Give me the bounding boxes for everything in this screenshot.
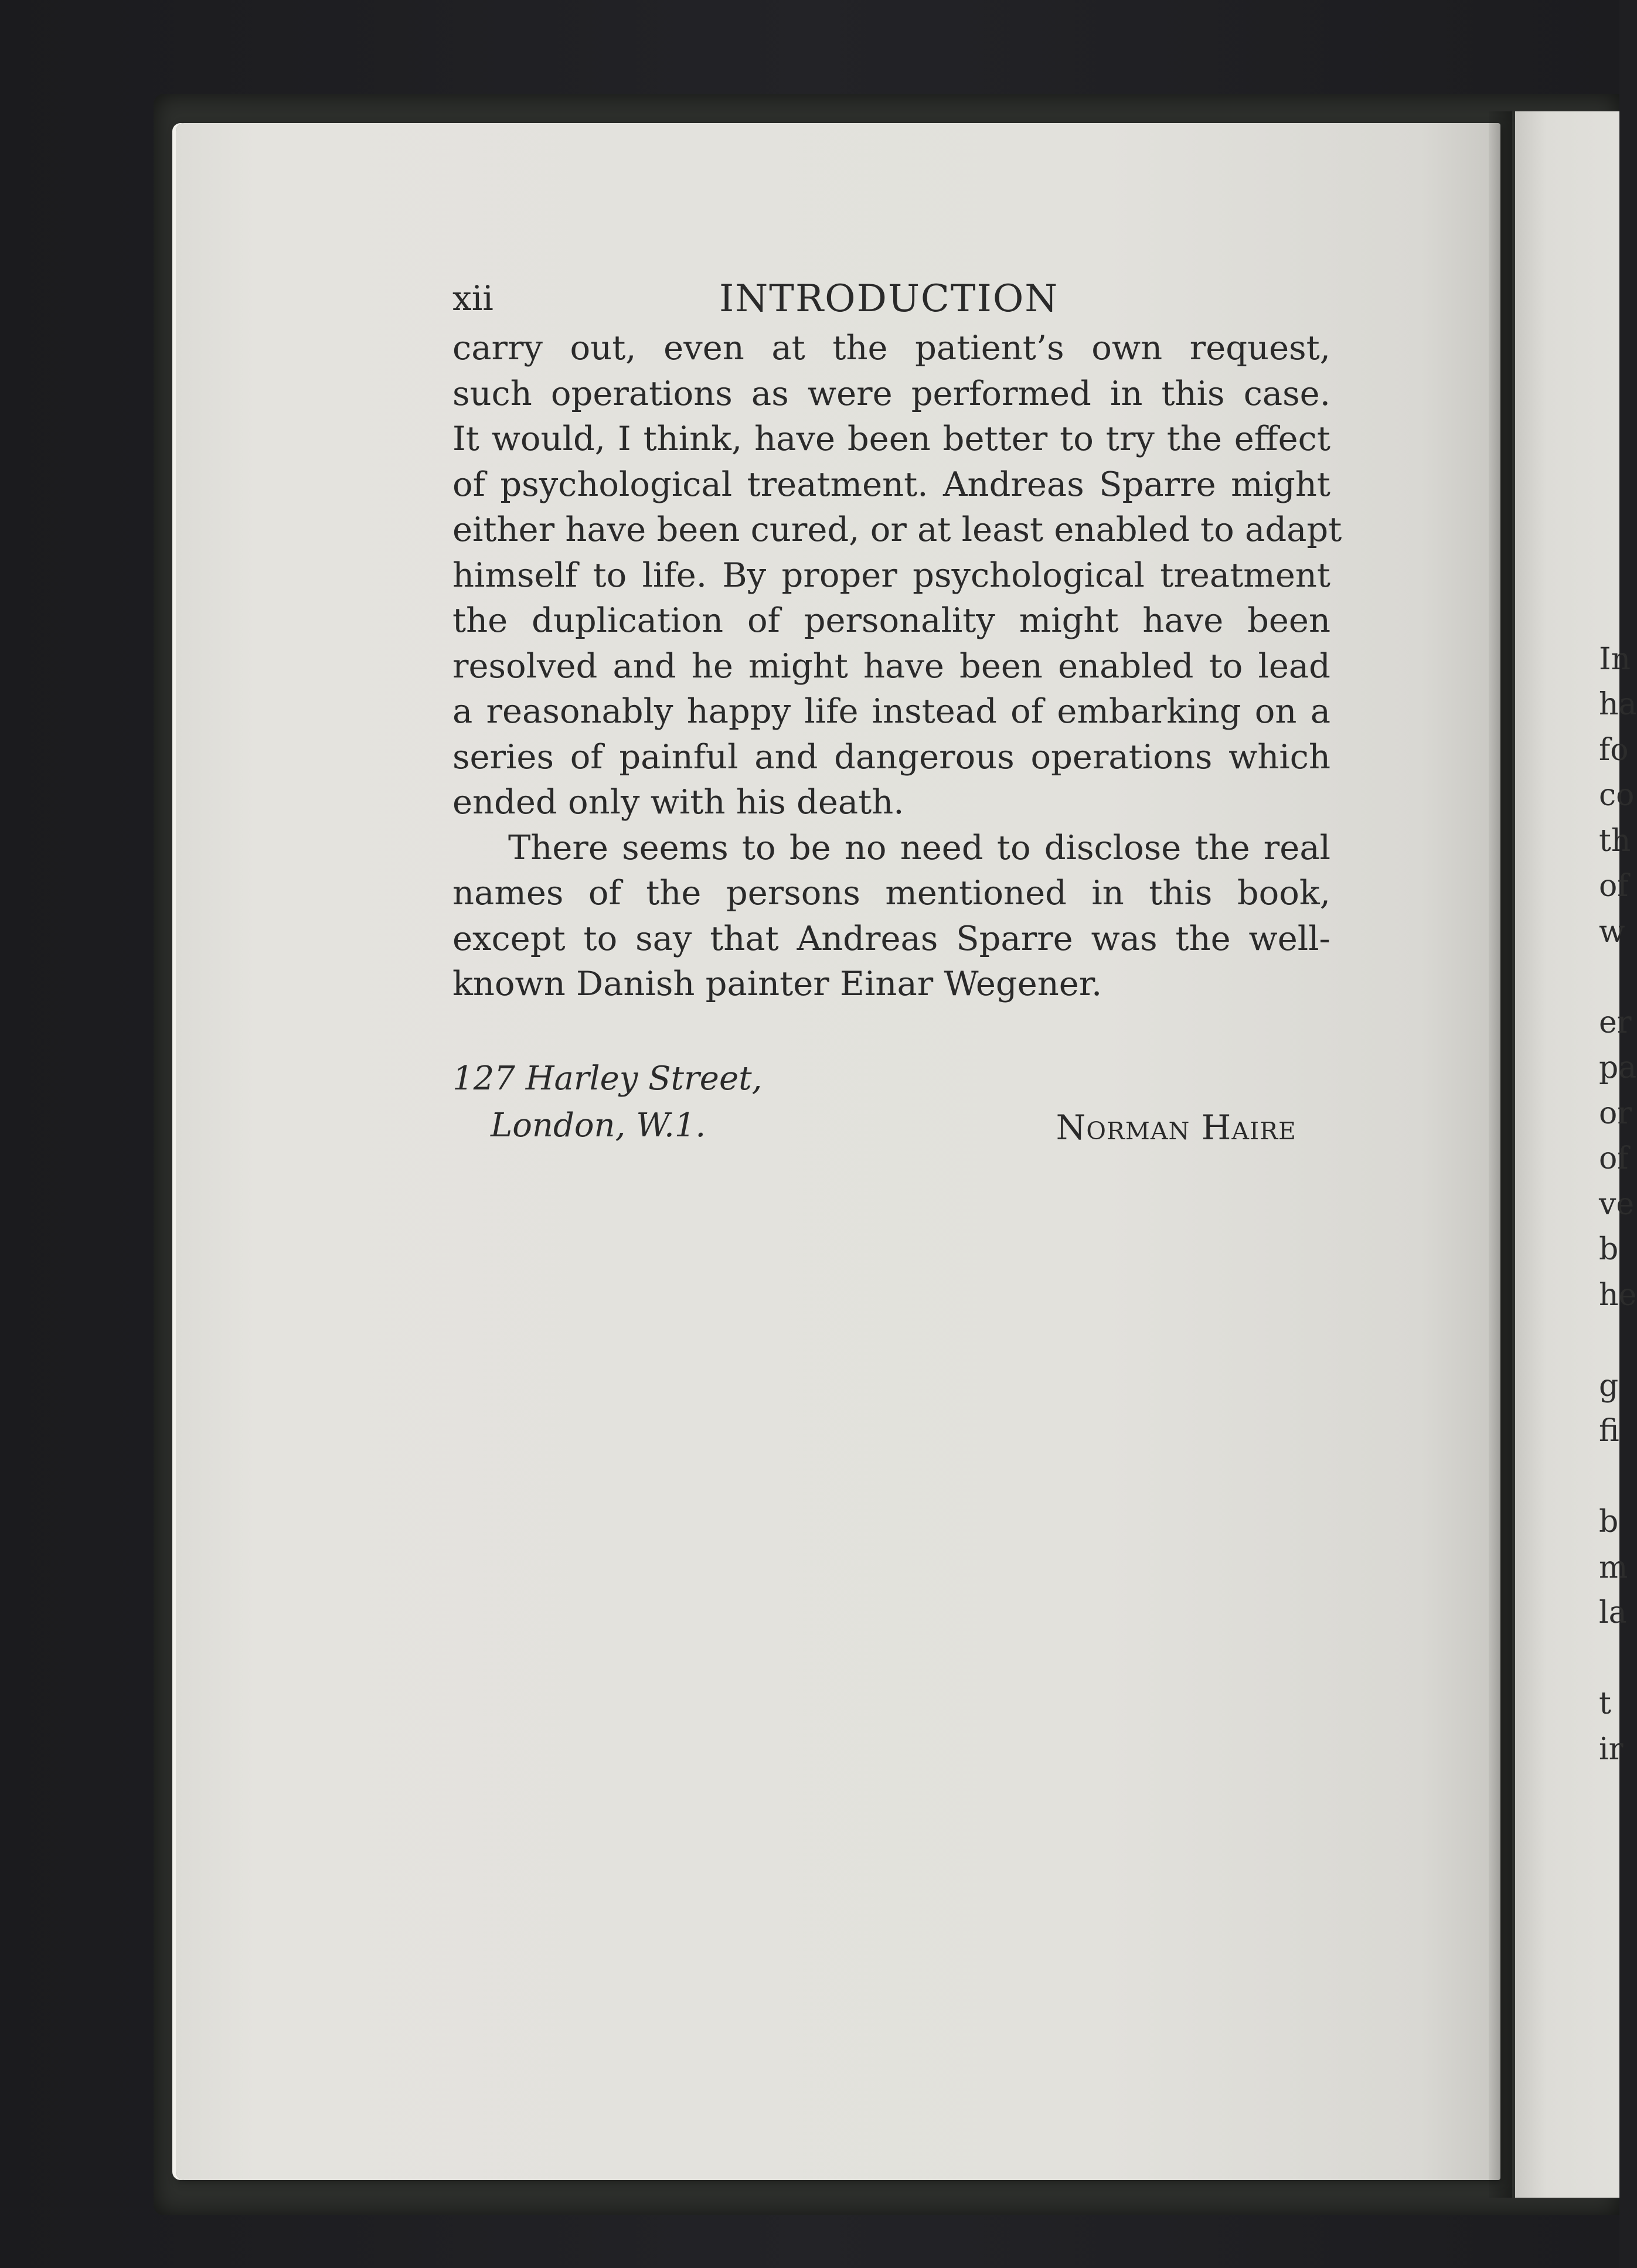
text-line: such operations as were performed in this case. — [452, 373, 1330, 413]
opposite-page-fragment: pa — [1599, 1050, 1637, 1085]
opposite-page-fragment: er — [1599, 1005, 1632, 1040]
paragraph-2 — [452, 825, 1330, 1007]
page-text — [452, 267, 1342, 1007]
opposite-page-fragment: ve — [1599, 1187, 1635, 1222]
opposite-page-fragment: th — [1599, 823, 1631, 859]
chapter-title: INTRODUCTION — [719, 277, 1059, 321]
opposite-page-fragment: b — [1599, 1232, 1619, 1267]
opposite-page-fragment: fo — [1599, 733, 1629, 768]
opposite-page-fragment: ir — [1599, 1732, 1624, 1767]
text-line: carry out, even at the patient’s own request, — [452, 328, 1330, 367]
opposite-page-fragment: w — [1599, 914, 1625, 949]
text-line: himself to life. By proper psychological treatment — [452, 555, 1330, 595]
address-city: London, W.1. — [491, 1106, 706, 1145]
text-line: known Danish painter Einar Wegener. — [452, 964, 1102, 1003]
text-line: except to say that Andreas Sparre was the well- — [452, 918, 1330, 958]
text-line: ended only with his death. — [452, 782, 904, 822]
text-line: either have been cured, or at least enabled to adapt — [452, 510, 1342, 549]
opposite-page-fragment: he — [1599, 1278, 1637, 1313]
text-line: resolved and he might have been enabled to lead — [452, 646, 1330, 686]
page-gutter — [1489, 111, 1512, 2198]
opposite-page-fragment: g — [1599, 1368, 1619, 1404]
text-line: names of the persons mentioned in this book, — [452, 873, 1330, 912]
opposite-page-fragment: t — [1599, 1686, 1611, 1721]
opposite-page-fragment: la — [1599, 1595, 1627, 1630]
text-line: It would, I think, have been better to try the effect — [452, 419, 1330, 458]
opposite-page-fragment: or — [1599, 1096, 1632, 1131]
opposite-page-fragment: In — [1599, 642, 1631, 677]
opposite-page-fragment: b — [1599, 1504, 1619, 1540]
opposite-page-fragment: fi — [1599, 1414, 1619, 1449]
paragraph-1 — [452, 325, 1342, 825]
page-number: xii — [452, 278, 494, 318]
signature-block — [452, 1060, 1296, 1153]
text-line: of psychological treatment. Andreas Sparre might — [452, 464, 1330, 504]
address-street: 127 Harley Street, — [452, 1060, 763, 1098]
running-head — [452, 267, 1330, 325]
text-line: series of painful and dangerous operations which — [452, 737, 1330, 777]
opposite-page-fragment: of — [1599, 1141, 1629, 1176]
opposite-page-fragment: of — [1599, 869, 1629, 904]
text-line: a reasonably happy life instead of embarking on a — [452, 692, 1330, 731]
opposite-page-fragment: m — [1599, 1550, 1628, 1585]
text-line: the duplication of personality might have been — [452, 601, 1330, 640]
opposite-page-fragment: co — [1599, 778, 1635, 813]
opposite-page-fragment: ha — [1599, 687, 1637, 722]
text-line: There seems to be no need to disclose the real — [508, 827, 1330, 867]
author-signature: Norman Haire — [1056, 1108, 1296, 1147]
